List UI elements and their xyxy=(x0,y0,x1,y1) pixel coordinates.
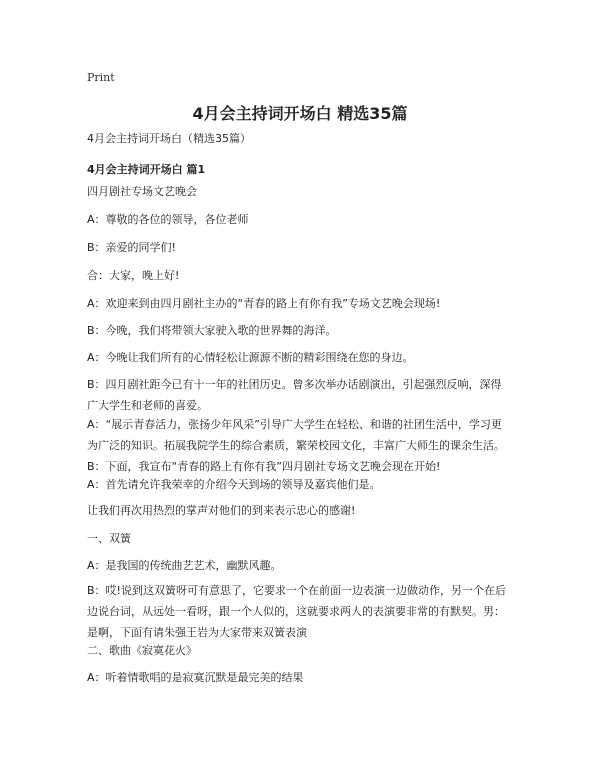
paragraph: A：是我国的传统曲艺艺术，幽默风趣。 xyxy=(87,559,282,572)
page-title: 4月会主持词开场白 精选35篇 xyxy=(192,104,408,123)
paragraph: 合：大家，晚上好! xyxy=(87,269,180,282)
paragraph: A：“展示青春活力，张扬少年风采”引导广大学生在轻松、和谐的社团生活中，学习更为广泛的知识。拓展我院学生的综合素质，繁荣校园文化，丰富广大师生的课余生活。B：下面，我宣布“青春的路上有你有我”四月剧社专场文艺晚会现在开始! xyxy=(87,418,505,473)
paragraph: A：首先请允许我荣幸的介绍今天到场的领导及嘉宾他们是。 xyxy=(87,478,381,491)
paragraph: 四月剧社专场文艺晚会 xyxy=(87,185,197,198)
paragraph: B：今晚，我们将带领大家驶入歌的世界舞的海洋。 xyxy=(87,324,337,337)
paragraph: B：亲爱的同学们! xyxy=(87,241,176,254)
paragraph: A：欢迎来到由四月剧社主办的“青春的路上有你有我”专场文艺晚会现场! xyxy=(87,297,441,310)
paragraph: B：哎!说到这双簧呀可有意思了，它要求一个在前面一边表演一边做动作，另一个在后边说台词，从远处一看呀，跟一个人似的，这就要求两人的表演要非常的有默契。男：是啊，下面有请朱强王岩为大家带来双簧表演 xyxy=(87,584,506,639)
paragraph: 一、双簧 xyxy=(87,532,131,545)
print-link[interactable]: Print xyxy=(87,71,115,84)
paragraph: 让我们再次用热烈的掌声对他们的到来表示忠心的感谢! xyxy=(87,504,356,517)
section-heading: 4月会主持词开场白 篇1 xyxy=(87,163,206,176)
paragraph: B：四月剧社距今已有十一年的社团历史。曾多次举办话剧演出，引起强烈反响，深得广大学生和老师的喜爱。 xyxy=(87,378,502,412)
paragraph: 二、歌曲《寂寞花火》 xyxy=(87,644,197,657)
paragraph: A：听着情歌唱的是寂寞沉默是最完美的结果 xyxy=(87,671,304,684)
paragraph: A：尊敬的各位的领导，各位老师 xyxy=(87,213,249,226)
subtitle-line: 4月会主持词开场白（精选35篇） xyxy=(87,132,251,145)
paragraph: A：今晚让我们所有的心情轻松让源源不断的精彩围绕在您的身边。 xyxy=(87,351,414,364)
